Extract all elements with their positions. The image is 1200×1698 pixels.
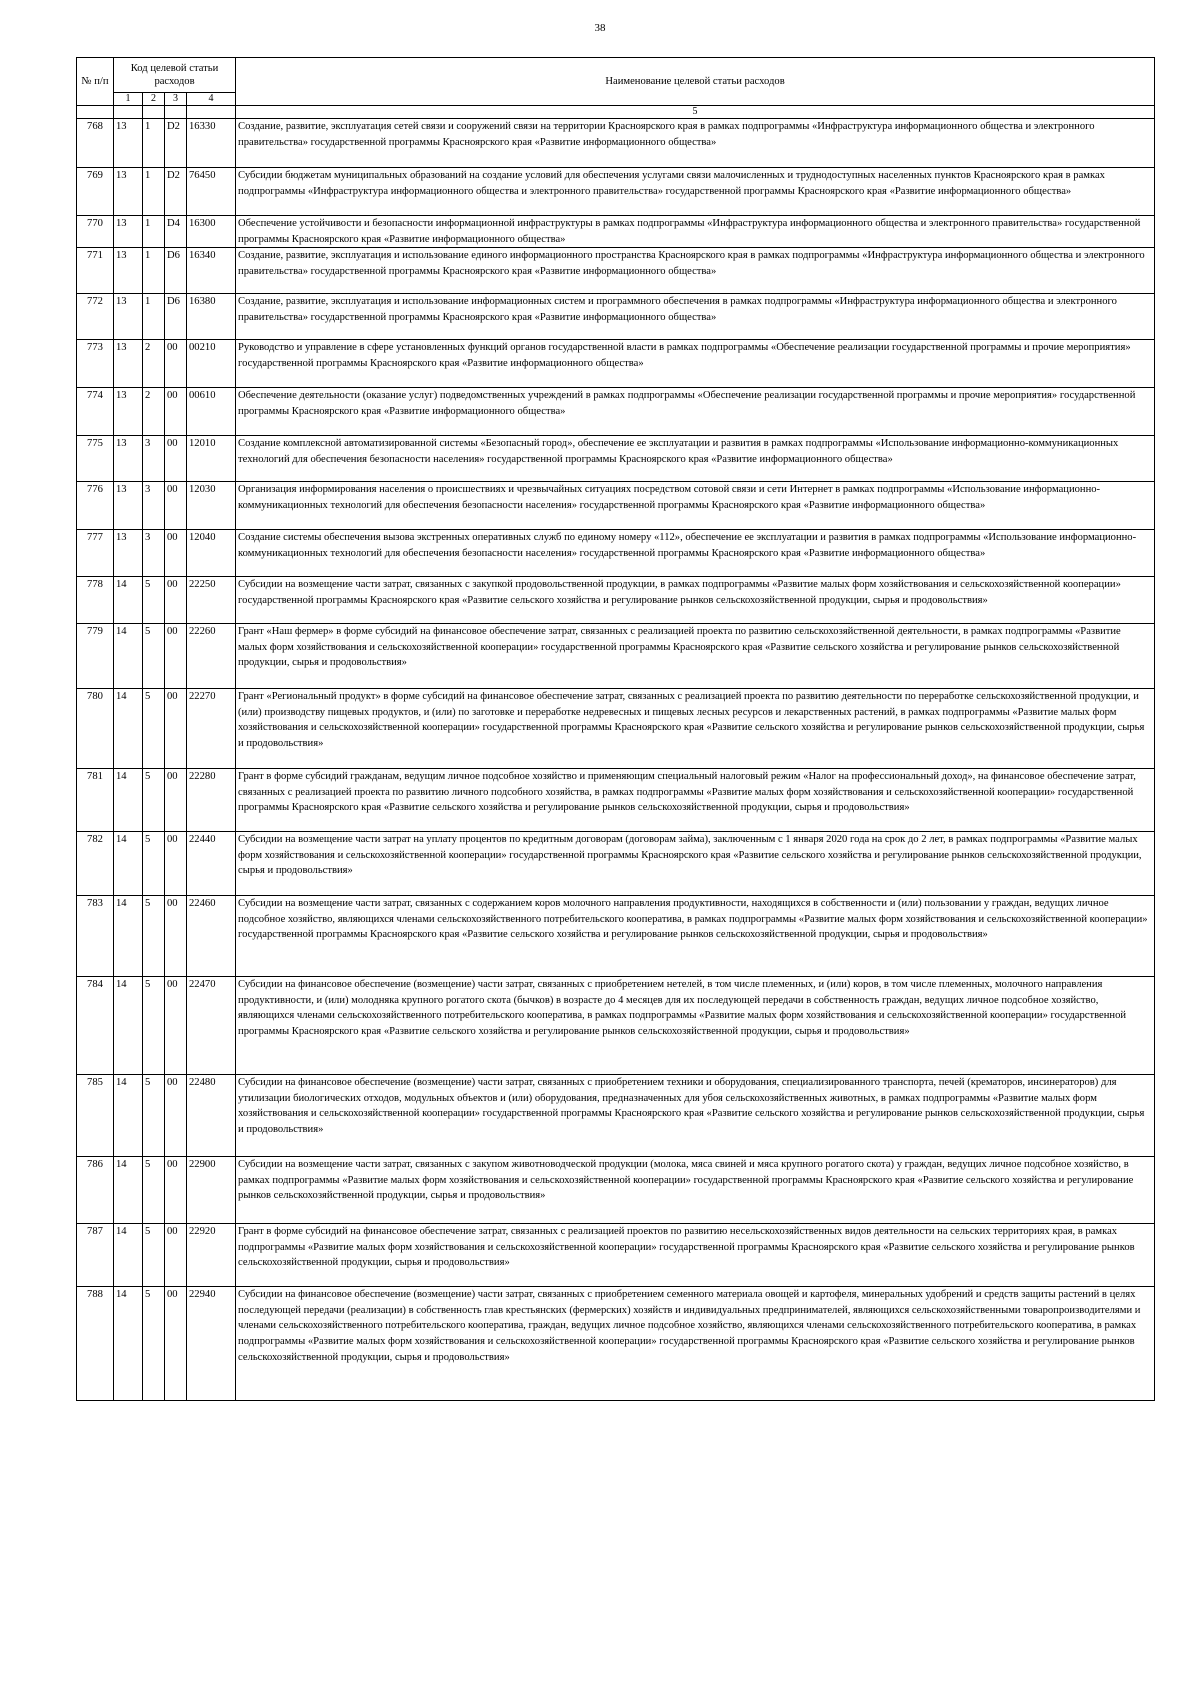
item-name: Грант в форме субсидий гражданам, ведущим личное подсобное хозяйство и применяющим специальный налоговый режим «Налог на профессиональный доход», на финансовое обеспечение затрат, связанных с реализацией проекта по развитию личного подсобного хозяйства, в рамках подпрограммы «Развитие малых форм хозяйствования и сельскохозяйственной кооперации» государственной программы Красноярского края «Развитие сельского хозяйства и регулирование рынков сельскохозяйственной продукции, сырья и продовольствия» (236, 769, 1155, 832)
code-part-3: 00 (165, 340, 187, 388)
code-part-4: 12040 (187, 530, 236, 577)
code-part-4: 00610 (187, 388, 236, 436)
item-name: Обеспечение устойчивости и безопасности информационной инфраструктуры в рамках подпрограммы «Инфраструктура информационного общества и электронного правительства» государственной программы Красноярского края «Развитие информационного общества» (236, 216, 1155, 248)
code-part-3: 00 (165, 1224, 187, 1287)
code-part-1: 13 (114, 119, 143, 168)
row-number: 787 (77, 1224, 114, 1287)
table-header-row (77, 58, 1155, 93)
code-part-3: 00 (165, 832, 187, 896)
code-part-2: 1 (143, 119, 165, 168)
code-part-4: 22940 (187, 1287, 236, 1401)
table-row (77, 436, 1155, 482)
code-part-2: 3 (143, 482, 165, 530)
code-part-3: 00 (165, 689, 187, 769)
table-row (77, 1075, 1155, 1157)
table-row (77, 168, 1155, 216)
code-part-1: 13 (114, 530, 143, 577)
table-row (77, 1287, 1155, 1401)
header-name: Наименование целевой статьи расходов (236, 58, 1155, 106)
row-number: 780 (77, 689, 114, 769)
item-name: Грант в форме субсидий на финансовое обеспечение затрат, связанных с реализацией проектов по развитию несельскохозяйственных видов деятельности на сельских территориях края, в рамках подпрограммы «Развитие малых форм хозяйствования и сельскохозяйственной кооперации» государственной программы Красноярского края «Развитие сельского хозяйства и регулирование рынков сельскохозяйственной продукции, сырья и продовольствия» (236, 1224, 1155, 1287)
code-part-4: 22460 (187, 896, 236, 977)
code-part-4: 22250 (187, 577, 236, 624)
item-name: Субсидии на возмещение части затрат на уплату процентов по кредитным договорам (договорам займа), заключенным с 1 января 2020 года на срок до 2 лет, в рамках подпрограммы «Развитие малых форм хозяйствования и сельскохозяйственной кооперации» государственной программы Красноярского края «Развитие сельского хозяйства и регулирование рынков сельскохозяйственной продукции, сырья и продовольствия» (236, 832, 1155, 896)
code-part-1: 14 (114, 689, 143, 769)
row-number: 782 (77, 832, 114, 896)
row-number: 777 (77, 530, 114, 577)
item-name: Субсидии на возмещение части затрат, связанных с содержанием коров молочного направления продуктивности, находящихся в собственности и (или) пользовании у граждан, ведущих личное подсобное хозяйство, являющихся членами сельскохозяйственного потребительского кооператива, в рамках подпрограммы «Развитие малых форм хозяйствования и сельскохозяйственной кооперации» государственной программы Красноярского края «Развитие сельского хозяйства и регулирование рынков сельскохозяйственной продукции, сырья и продовольствия» (236, 896, 1155, 977)
code-part-3: 00 (165, 769, 187, 832)
code-part-3: 00 (165, 977, 187, 1075)
code-part-3: 00 (165, 1287, 187, 1401)
code-part-4: 16330 (187, 119, 236, 168)
code-part-4: 22270 (187, 689, 236, 769)
code-part-4: 76450 (187, 168, 236, 216)
header-code-group: Код целевой статьи расходов (114, 58, 236, 93)
code-part-4: 22470 (187, 977, 236, 1075)
row-number: 770 (77, 216, 114, 248)
code-part-3: D6 (165, 248, 187, 294)
code-part-1: 13 (114, 436, 143, 482)
code-part-2: 5 (143, 1287, 165, 1401)
item-name: Субсидии на возмещение части затрат, связанных с закупкой продовольственной продукции, в рамках подпрограммы «Развитие малых форм хозяйствования и сельскохозяйственной кооперации» государственной программы Красноярского края «Развитие сельского хозяйства и регулирование рынков сельскохозяйственной продукции, сырья и продовольствия» (236, 577, 1155, 624)
header-num: № п/п (77, 58, 114, 106)
code-part-4: 22280 (187, 769, 236, 832)
code-part-2: 3 (143, 530, 165, 577)
item-name: Создание, развитие, эксплуатация сетей связи и сооружений связи на территории Красноярского края в рамках подпрограммы «Инфраструктура информационного общества и электронного правительства» государственной программы Красноярского края «Развитие информационного общества» (236, 119, 1155, 168)
code-part-1: 13 (114, 168, 143, 216)
code-part-4: 22920 (187, 1224, 236, 1287)
code-part-2: 5 (143, 1075, 165, 1157)
code-part-2: 5 (143, 1224, 165, 1287)
table-row (77, 1224, 1155, 1287)
col-number-2: 2 (143, 93, 165, 106)
col-number-3: 3 (165, 93, 187, 106)
code-part-4: 22480 (187, 1075, 236, 1157)
code-part-4: 22440 (187, 832, 236, 896)
item-name: Создание, развитие, эксплуатация и использование информационных систем и программного обеспечения в рамках подпрограммы «Инфраструктура информационного общества и электронного правительства» государственной программы Красноярского края «Развитие информационного общества» (236, 294, 1155, 340)
item-name: Субсидии на финансовое обеспечение (возмещение) части затрат, связанных с приобретением техники и оборудования, специализированного транспорта, печей (крематоров, инсинераторов) для утилизации биологических отходов, модульных объектов и (или) оборудования, предназначенных для убоя сельскохозяйственных животных, в рамках подпрограммы «Развитие малых форм хозяйствования и сельскохозяйственной кооперации» государственной программы Красноярского края «Развитие сельского хозяйства и регулирование рынков сельскохозяйственной продукции, сырья и продовольствия» (236, 1075, 1155, 1157)
row-number: 768 (77, 119, 114, 168)
item-name: Руководство и управление в сфере установленных функций органов государственной власти в рамках подпрограммы «Обеспечение реализации государственной программы и прочие мероприятия» государственной программы Красноярского края «Развитие информационного общества» (236, 340, 1155, 388)
code-part-1: 14 (114, 977, 143, 1075)
code-part-4: 16300 (187, 216, 236, 248)
code-part-2: 5 (143, 769, 165, 832)
code-part-2: 2 (143, 340, 165, 388)
code-part-1: 14 (114, 896, 143, 977)
row-number: 772 (77, 294, 114, 340)
row-number: 773 (77, 340, 114, 388)
code-part-1: 13 (114, 294, 143, 340)
code-part-2: 5 (143, 577, 165, 624)
code-part-3: 00 (165, 624, 187, 689)
code-part-2: 3 (143, 436, 165, 482)
col-number-5: 5 (236, 106, 1155, 119)
row-number: 771 (77, 248, 114, 294)
code-part-1: 13 (114, 482, 143, 530)
code-part-2: 5 (143, 1157, 165, 1224)
table-row (77, 1157, 1155, 1224)
item-name: Грант «Наш фермер» в форме субсидий на финансовое обеспечение затрат, связанных с реализацией проекта по развитию сельскохозяйственной деятельности, в рамках подпрограммы «Развитие малых форм хозяйствования и сельскохозяйственной кооперации» государственной программы Красноярского края «Развитие сельского хозяйства и регулирование рынков сельскохозяйственной продукции, сырья и продовольствия» (236, 624, 1155, 689)
code-part-2: 5 (143, 689, 165, 769)
row-number: 778 (77, 577, 114, 624)
page-number: 38 (594, 22, 606, 34)
code-part-4: 16380 (187, 294, 236, 340)
code-part-1: 14 (114, 1075, 143, 1157)
code-part-3: 00 (165, 1157, 187, 1224)
table-row (77, 340, 1155, 388)
code-part-3: 00 (165, 577, 187, 624)
code-part-3: D6 (165, 294, 187, 340)
code-part-3: 00 (165, 388, 187, 436)
code-part-4: 12030 (187, 482, 236, 530)
row-number: 781 (77, 769, 114, 832)
code-part-4: 00210 (187, 340, 236, 388)
code-part-4: 12010 (187, 436, 236, 482)
table-row (77, 577, 1155, 624)
code-part-1: 13 (114, 388, 143, 436)
col-number-4: 4 (187, 93, 236, 106)
code-part-1: 14 (114, 1224, 143, 1287)
code-part-1: 13 (114, 248, 143, 294)
code-part-3: 00 (165, 896, 187, 977)
table-row (77, 294, 1155, 340)
row-number: 769 (77, 168, 114, 216)
row-number: 776 (77, 482, 114, 530)
col-number-1: 1 (114, 93, 143, 106)
code-part-3: 00 (165, 482, 187, 530)
code-part-2: 2 (143, 388, 165, 436)
code-part-1: 14 (114, 1157, 143, 1224)
item-name: Субсидии на финансовое обеспечение (возмещение) части затрат, связанных с приобретением семенного материала овощей и картофеля, минеральных удобрений и средств защиты растений в целях последующей передачи (реализации) в собственность глав крестьянских (фермерских) хозяйств и индивидуальных предпринимателей, являющихся сельскохозяйственными товаропроизводителями и членами сельскохозяйственного потребительского кооператива, граждан, ведущих личное подсобное хозяйство, являющихся членами сельскохозяйственного потребительского кооператива, в рамках подпрограммы «Развитие малых форм хозяйствования и сельскохозяйственной кооперации» государственной программы Красноярского края «Развитие сельского хозяйства и регулирование рынков сельскохозяйственной продукции, сырья и продовольствия» (236, 1287, 1155, 1401)
row-number: 786 (77, 1157, 114, 1224)
code-part-3: D2 (165, 168, 187, 216)
row-number: 788 (77, 1287, 114, 1401)
table-row (77, 896, 1155, 977)
item-name: Субсидии на возмещение части затрат, связанных с закупом животноводческой продукции (молока, мяса свиней и мяса крупного рогатого скота) у граждан, ведущих личное подсобное хозяйство, в рамках подпрограммы «Развитие малых форм хозяйствования и сельскохозяйственной кооперации» государственной программы Красноярского края «Развитие сельского хозяйства и регулирование рынков сельскохозяйственной продукции, сырья и продовольствия» (236, 1157, 1155, 1224)
code-part-2: 5 (143, 977, 165, 1075)
code-part-2: 1 (143, 168, 165, 216)
table-row (77, 530, 1155, 577)
code-part-3: D2 (165, 119, 187, 168)
row-number: 784 (77, 977, 114, 1075)
budget-items-table (76, 57, 1155, 1401)
code-part-2: 5 (143, 624, 165, 689)
item-name: Субсидии бюджетам муниципальных образований на создание условий для обеспечения услугами связи малочисленных и труднодоступных населенных пунктов Красноярского края в рамках подпрограммы «Инфраструктура информационного общества и электронного правительства» государственной программы Красноярского края «Развитие информационного общества» (236, 168, 1155, 216)
code-part-2: 1 (143, 248, 165, 294)
code-part-2: 1 (143, 294, 165, 340)
table-row (77, 216, 1155, 248)
code-part-2: 5 (143, 896, 165, 977)
table-row (77, 769, 1155, 832)
item-name: Организация информирования населения о происшествиях и чрезвычайных ситуациях посредством сотовой связи и сети Интернет в рамках подпрограммы «Использование информационно-коммуникационных технологий для обеспечения безопасности населения» государственной программы Красноярского края «Развитие информационного общества» (236, 482, 1155, 530)
table-row (77, 689, 1155, 769)
code-part-4: 16340 (187, 248, 236, 294)
item-name: Субсидии на финансовое обеспечение (возмещение) части затрат, связанных с приобретением нетелей, в том числе племенных, и (или) коров, в том числе племенных, молочного направления продуктивности, и (или) молодняка крупного рогатого скота (бычков) в возрасте до 4 месяцев для их последующей передачи в собственность граждан, ведущих личное подсобное хозяйство, являющихся членами сельскохозяйственного потребительского кооператива, в рамках подпрограммы «Развитие малых форм хозяйствования и сельскохозяйственной кооперации» государственной программы Красноярского края «Развитие сельского хозяйства и регулирование рынков сельскохозяйственной продукции, сырья и продовольствия» (236, 977, 1155, 1075)
table-body (77, 106, 1155, 1401)
row-number: 775 (77, 436, 114, 482)
code-part-1: 14 (114, 832, 143, 896)
code-part-1: 13 (114, 216, 143, 248)
item-name: Создание комплексной автоматизированной системы «Безопасный город», обеспечение ее эксплуатации и развития в рамках подпрограммы «Использование информационно-коммуникационных технологий для обеспечения безопасности населения» государственной программы Красноярского края «Развитие информационного общества» (236, 436, 1155, 482)
code-part-3: 00 (165, 1075, 187, 1157)
item-name: Создание, развитие, эксплуатация и использование единого информационного пространства Красноярского края в рамках подпрограммы «Инфраструктура информационного общества и электронного правительства» государственной программы Красноярского края «Развитие информационного общества» (236, 248, 1155, 294)
table-row (77, 832, 1155, 896)
item-name: Грант «Региональный продукт» в форме субсидий на финансовое обеспечение затрат, связанных с реализацией проекта по развитию деятельности по переработке сельскохозяйственной продукции, и (или) производству пищевых продуктов, и (или) по заготовке и переработке недревесных и пищевых лесных ресурсов и лекарственных растений, в рамках подпрограммы «Развитие малых форм хозяйствования и сельскохозяйственной кооперации» государственной программы Красноярского края «Развитие сельского хозяйства и регулирование рынков сельскохозяйственной продукции, сырья и продовольствия» (236, 689, 1155, 769)
code-part-4: 22900 (187, 1157, 236, 1224)
table-row (77, 977, 1155, 1075)
code-part-3: D4 (165, 216, 187, 248)
table-row-column-numbers (77, 106, 1155, 119)
code-part-1: 14 (114, 1287, 143, 1401)
code-part-3: 00 (165, 530, 187, 577)
code-part-2: 1 (143, 216, 165, 248)
row-number: 783 (77, 896, 114, 977)
code-part-4: 22260 (187, 624, 236, 689)
code-part-1: 14 (114, 769, 143, 832)
code-part-2: 5 (143, 832, 165, 896)
row-number: 774 (77, 388, 114, 436)
item-name: Обеспечение деятельности (оказание услуг) подведомственных учреждений в рамках подпрограммы «Обеспечение реализации государственной программы и прочие мероприятия» государственной программы Красноярского края «Развитие информационного общества» (236, 388, 1155, 436)
row-number: 779 (77, 624, 114, 689)
row-number: 785 (77, 1075, 114, 1157)
table-row (77, 482, 1155, 530)
item-name: Создание системы обеспечения вызова экстренных оперативных служб по единому номеру «112», обеспечение ее эксплуатации и развития в рамках подпрограммы «Использование информационно-коммуникационных технологий для обеспечения безопасности населения» государственной программы Красноярского края «Развитие информационного общества» (236, 530, 1155, 577)
code-part-1: 14 (114, 624, 143, 689)
code-part-3: 00 (165, 436, 187, 482)
table-row (77, 248, 1155, 294)
table-row (77, 119, 1155, 168)
table-row (77, 624, 1155, 689)
code-part-1: 14 (114, 577, 143, 624)
table-row (77, 388, 1155, 436)
code-part-1: 13 (114, 340, 143, 388)
